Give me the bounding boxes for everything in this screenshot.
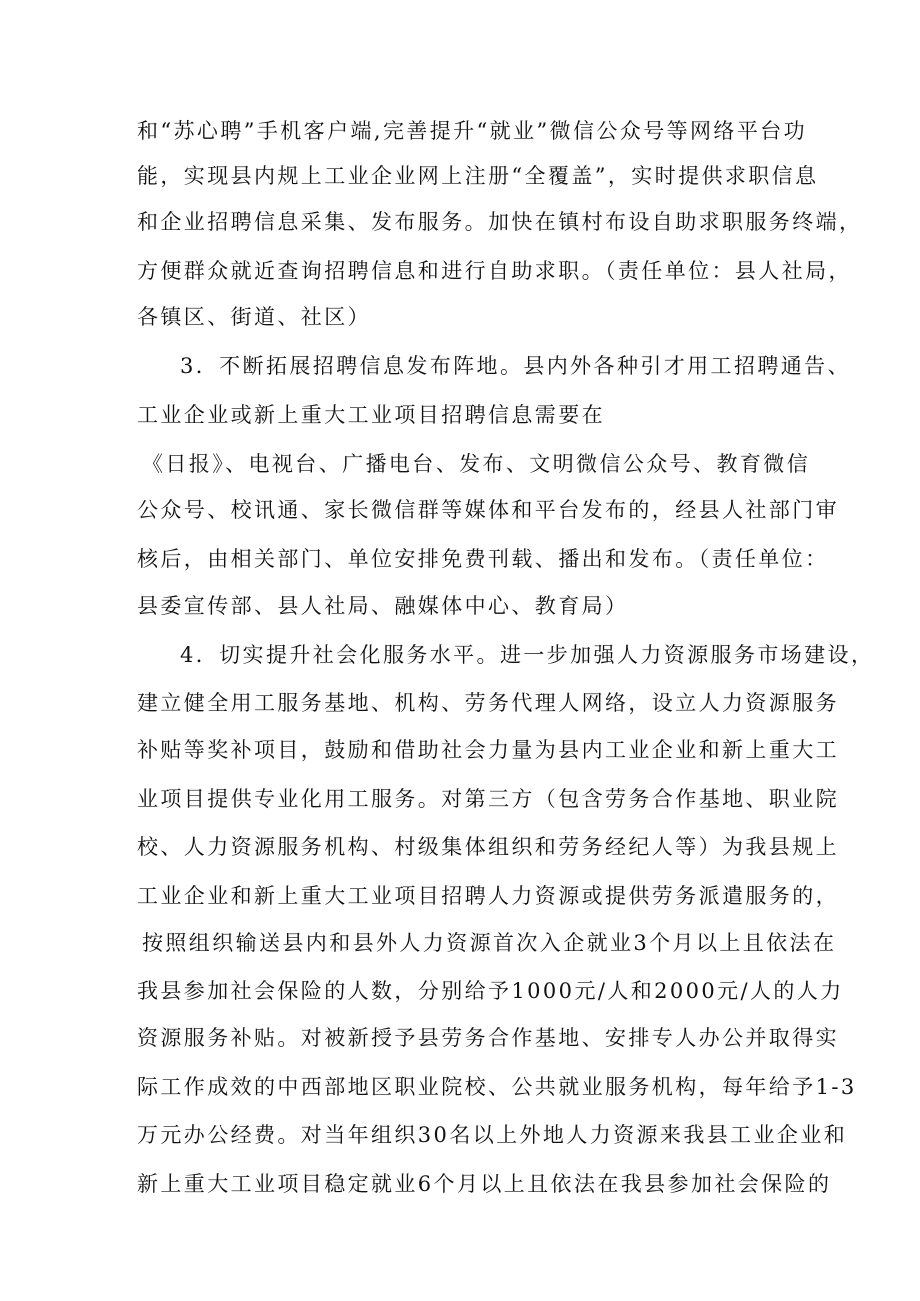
text-line: 能，实现县内规上工业企业网上注册“全覆盖”，实时提供求职信息: [137, 164, 819, 188]
text-line: 工业企业和新上重大工业项目招聘人力资源或提供劳务派遣服务的，: [137, 884, 839, 908]
text-line: 核后，由相关部门、单位安排免费刊载、播出和发布。（责任单位：: [137, 547, 829, 571]
text-line: 校、人力资源服务机构、村级集体组织和劳务经纪人等）为我县规上: [137, 835, 839, 859]
text-line: 资源服务补贴。对被新授予县劳务合作基地、安排专人办公并取得实: [137, 1026, 839, 1050]
text-line: 新上重大工业项目稳定就业6个月以上且依法在我县参加社会保险的: [137, 1172, 832, 1196]
text-line: 各镇区、街道、社区）: [137, 305, 371, 329]
text-line: 际工作成效的中西部地区职业院校、公共就业服务机构，每年给予1-3: [137, 1075, 857, 1099]
text-line: 和企业招聘信息采集、发布服务。加快在镇村布设自助求职服务终端，: [137, 210, 863, 234]
text-line: 我县参加社会保险的人数，分别给予1000元/人和2000元/人的人力: [137, 979, 844, 1003]
text-line: 方便群众就近查询招聘信息和进行自助求职。（责任单位：县人社局，: [137, 259, 852, 283]
text-line: 4．切实提升社会化服务水平。进一步加强人力资源服务市场建设，: [180, 643, 875, 667]
text-line: 公众号、校讯通、家长微信群等媒体和平台发布的，经县人社部门审: [137, 498, 839, 522]
text-line: 万元办公经费。对当年组织30名以上外地人力资源来我县工业企业和: [137, 1123, 848, 1147]
text-line: 3．不断拓展招聘信息发布阵地。县内外各种引才用工招聘通告、: [180, 354, 851, 378]
text-line: 建立健全用工服务基地、机构、劳务代理人网络，设立人力资源服务: [137, 691, 839, 715]
text-line: 按照组织输送县内和县外人力资源首次入企就业3个月以上且依法在: [142, 931, 837, 955]
text-line: 《日报》、电视台、广播电台、发布、文明微信公众号、教育微信: [142, 452, 811, 476]
text-line: 补贴等奖补项目，鼓励和借助社会力量为县内工业企业和新上重大工: [137, 738, 839, 762]
text-line: 和“苏心聘”手机客户端,完善提升“就业”微信公众号等网络平台功: [137, 119, 808, 143]
text-line: 县委宣传部、县人社局、融媒体中心、教育局）: [137, 594, 629, 618]
text-line: 工业企业或新上重大工业项目招聘信息需要在: [137, 403, 605, 427]
text-line: 业项目提供专业化用工服务。对第三方（包含劳务合作基地、职业院: [137, 787, 839, 811]
